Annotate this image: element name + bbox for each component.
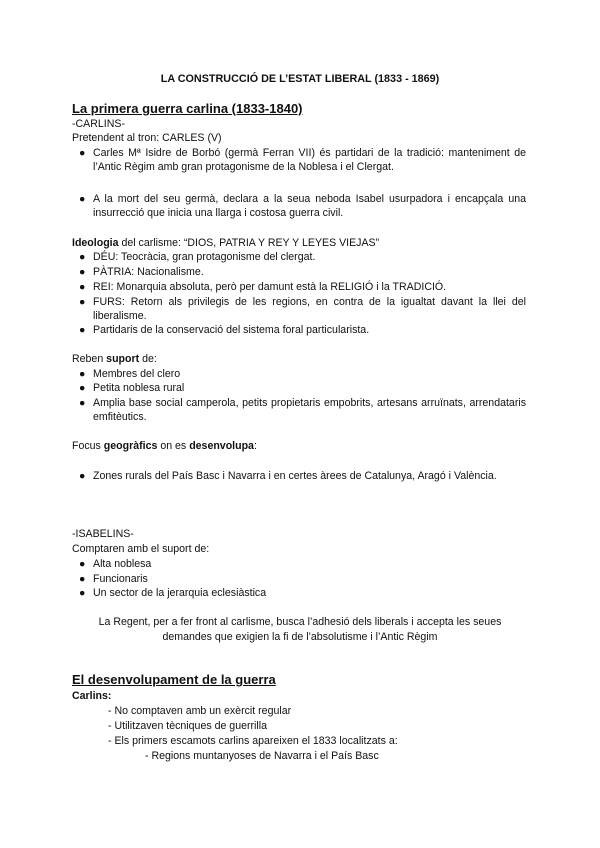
- bullet-icon: ●: [79, 397, 86, 409]
- bullet-icon: ●: [79, 382, 86, 394]
- list-item: - No comptaven amb un exèrcit regular: [108, 705, 292, 717]
- list-item: ● Partidaris de la conservació del sistema foral particularista.: [79, 324, 370, 336]
- pretendent-line: Pretendent al tron: CARLES (V): [72, 132, 222, 144]
- list-item: ● FURS: Retorn als privilegis de les regions, en contra de la igualtat davant la llei del liberalisme.: [79, 296, 526, 322]
- focus-line: Focus geogràfics on es desenvolupa:: [72, 440, 257, 452]
- suport-line: Reben suport de:: [72, 353, 157, 365]
- list-item: ● Zones rurals del País Basc i Navarra i en certes àrees de Catalunya, Aragó i València.: [79, 470, 497, 482]
- bullet-icon: ●: [79, 266, 86, 278]
- list-item: ● A la mort del seu germà, declara a la seua neboda Isabel usurpadora i encapçala una insurrecció que inicia una llarga i costosa guerra civil.: [79, 193, 526, 219]
- list-item: ● Alta noblesa: [79, 558, 152, 570]
- bullet-icon: ●: [79, 193, 86, 205]
- regent-line-2: demandes que exigien la fi de l’absolutisme i l’Antic Règim: [162, 631, 438, 643]
- document-title: LA CONSTRUCCIÓ DE L’ESTAT LIBERAL (1833 - 1869): [160, 73, 440, 85]
- list-item: ● Funcionaris: [79, 573, 148, 585]
- ideologia-line: Ideologia del carlisme: “DIOS, PATRIA Y REY Y LEYES VIEJAS”: [72, 237, 380, 249]
- list-sub-item: - Regions muntanyoses de Navarra i el País Basc: [145, 750, 379, 762]
- bullet-icon: ●: [79, 251, 86, 263]
- bullet-icon: ●: [79, 587, 86, 599]
- list-item: ● Un sector de la jerarquia eclesiàstica: [79, 587, 267, 599]
- isabelins-intro: Comptaren amb el suport de:: [72, 543, 210, 555]
- bullet-icon: ●: [79, 573, 86, 585]
- bullet-icon: ●: [79, 470, 86, 482]
- list-item: ● PÀTRIA: Nacionalisme.: [79, 266, 204, 278]
- section-heading-primera-guerra: La primera guerra carlina (1833-1840): [72, 101, 303, 116]
- list-item: ● REI: Monarquia absoluta, però per damunt està la RELIGIÓ i la TRADICIÓ.: [79, 281, 447, 293]
- carlins-label: -CARLINS-: [72, 118, 125, 130]
- list-item: ● Petita noblesa rural: [79, 382, 185, 394]
- bullet-icon: ●: [79, 281, 86, 293]
- list-item: - Els primers escamots carlins apareixen el 1833 localitzats a:: [108, 735, 398, 747]
- isabelins-label: -ISABELINS-: [72, 528, 134, 540]
- list-item: ● Amplia base social camperola, petits propietaris empobrits, artesans arruïnats, arrendataris emfitèutics.: [79, 397, 526, 423]
- bullet-icon: ●: [79, 147, 86, 159]
- bullet-icon: ●: [79, 296, 86, 308]
- carlins-subheading: Carlins:: [72, 690, 112, 702]
- bullet-icon: ●: [79, 558, 86, 570]
- bullet-icon: ●: [79, 324, 86, 336]
- regent-line-1: La Regent, per a fer front al carlisme, busca l’adhesió dels liberals i accepta les seues: [98, 616, 502, 628]
- list-item: ● Membres del clero: [79, 368, 181, 380]
- section-heading-desenvolupament: El desenvolupament de la guerra: [72, 672, 276, 687]
- list-item: ● Carles Mª Isidre de Borbó (germà Ferran VII) és partidari de la tradició: manteniment de l’Antic Règim amb gran protagonisme de la Noblesa i el Clergat.: [79, 147, 526, 173]
- list-item: - Utilitzaven tècniques de guerrilla: [108, 720, 267, 732]
- list-item: ● DÉU: Teocràcia, gran protagonisme del clergat.: [79, 251, 316, 263]
- bullet-icon: ●: [79, 368, 86, 380]
